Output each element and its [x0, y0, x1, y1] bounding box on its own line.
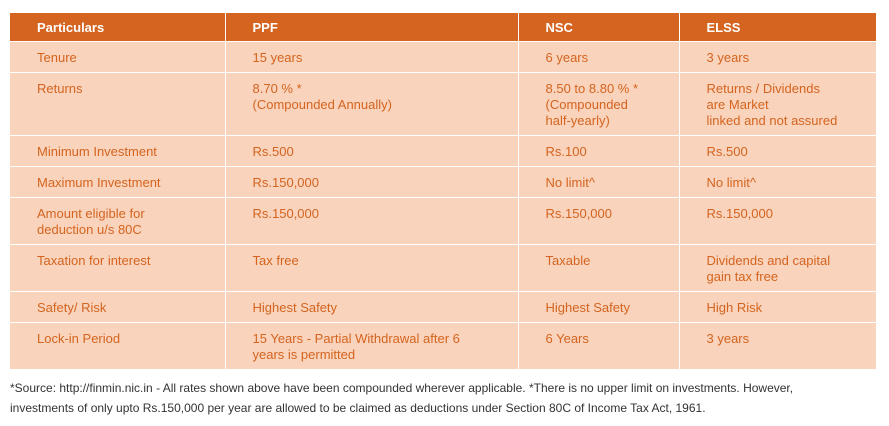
row-label-lock-in: Lock-in Period [10, 323, 225, 370]
table-row [10, 167, 876, 198]
cell-elss-taxation: Dividends and capital gain tax free [679, 245, 876, 292]
cell-nsc-tenure: 6 years [518, 42, 679, 73]
cell-nsc-amount-eligible: Rs.150,000 [518, 198, 679, 245]
header-ppf: PPF [225, 13, 518, 42]
row-label-taxation: Taxation for interest [10, 245, 225, 292]
cell-ppf-tenure: 15 years [225, 42, 518, 73]
cell-nsc-safety-risk: Highest Safety [518, 292, 679, 323]
cell-elss-tenure: 3 years [679, 42, 876, 73]
cell-elss-amount-eligible: Rs.150,000 [679, 198, 876, 245]
table-row [10, 136, 876, 167]
cell-ppf-amount-eligible: Rs.150,000 [225, 198, 518, 245]
cell-ppf-max-investment: Rs.150,000 [225, 167, 518, 198]
table-header [10, 13, 876, 42]
cell-elss-min-investment: Rs.500 [679, 136, 876, 167]
cell-ppf-taxation: Tax free [225, 245, 518, 292]
cell-ppf-safety-risk: Highest Safety [225, 292, 518, 323]
table-row [10, 245, 876, 292]
row-label-returns: Returns [10, 73, 225, 136]
footnote-line-1: *Source: http://finmin.nic.in - All rates shown above have been compounded wherever applicable. *There is no upper limit on investments. However, [10, 381, 794, 395]
footnote-line-2: investments of only upto Rs.150,000 per year are allowed to be claimed as deductions under Section 80C of Income Tax Act, 1961. [10, 401, 706, 415]
header-nsc: NSC [518, 13, 679, 42]
table-row [10, 198, 876, 245]
table-row [10, 323, 876, 370]
cell-ppf-min-investment: Rs.500 [225, 136, 518, 167]
cell-elss-safety-risk: High Risk [679, 292, 876, 323]
cell-elss-max-investment: No limit^ [679, 167, 876, 198]
header-elss: ELSS [679, 13, 876, 42]
cell-nsc-max-investment: No limit^ [518, 167, 679, 198]
cell-nsc-min-investment: Rs.100 [518, 136, 679, 167]
footnote [10, 378, 880, 418]
table-row [10, 42, 876, 73]
row-label-tenure: Tenure [10, 42, 225, 73]
row-label-safety-risk: Safety/ Risk [10, 292, 225, 323]
row-label-min-investment: Minimum Investment [10, 136, 225, 167]
cell-ppf-lock-in: 15 Years - Partial Withdrawal after 6 years is permitted [225, 323, 518, 370]
cell-ppf-returns: 8.70 % * (Compounded Annually) [225, 73, 518, 136]
table-body [10, 42, 876, 370]
row-label-max-investment: Maximum Investment [10, 167, 225, 198]
comparison-table [10, 13, 876, 369]
row-label-amount-eligible: Amount eligible for deduction u/s 80C [10, 198, 225, 245]
cell-elss-lock-in: 3 years [679, 323, 876, 370]
cell-nsc-returns: 8.50 to 8.80 % * (Compounded half-yearly) [518, 73, 679, 136]
comparison-table-container [10, 13, 876, 369]
cell-nsc-lock-in: 6 Years [518, 323, 679, 370]
table-row [10, 73, 876, 136]
header-particulars: Particulars [10, 13, 225, 42]
cell-elss-returns: Returns / Dividends are Market linked and not assured [679, 73, 876, 136]
cell-nsc-taxation: Taxable [518, 245, 679, 292]
table-row [10, 292, 876, 323]
header-row [10, 13, 876, 42]
